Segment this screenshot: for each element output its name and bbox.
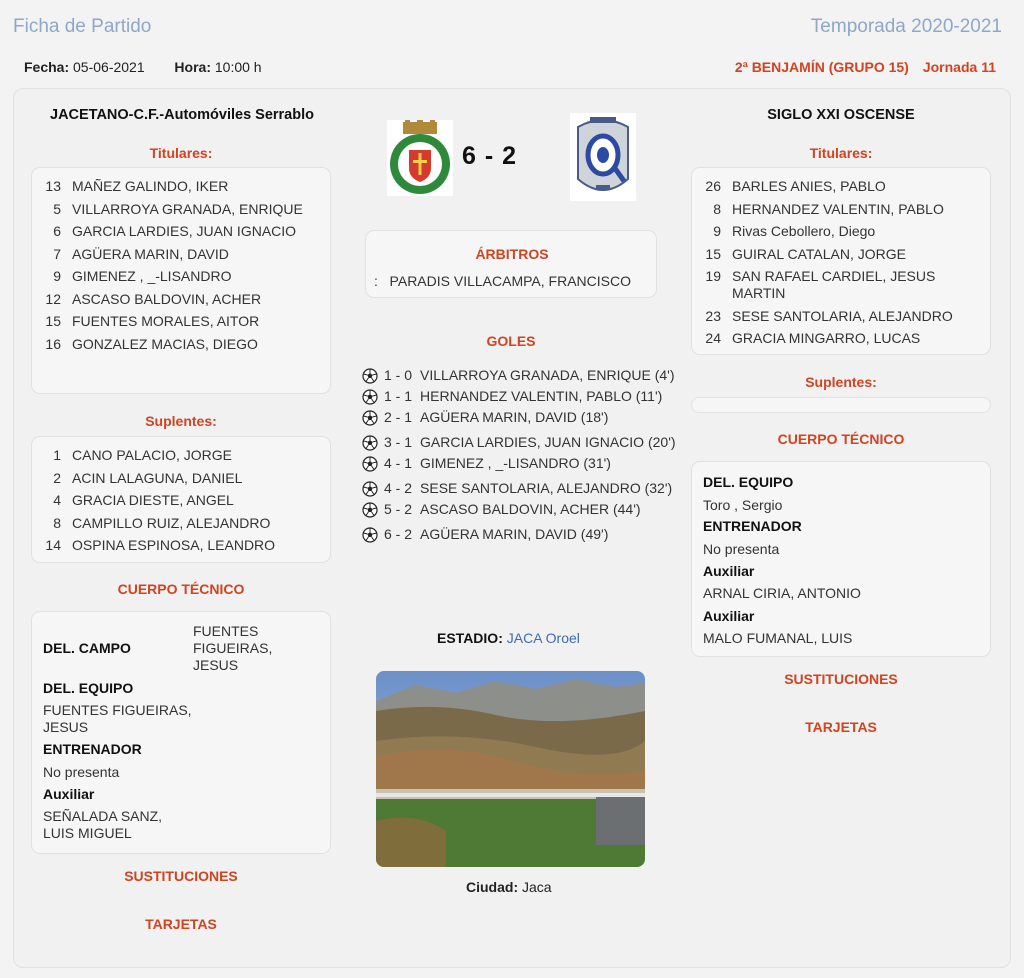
soccer-ball-icon	[362, 388, 384, 409]
home-team-crest	[387, 120, 453, 196]
player-number: 9	[53, 268, 61, 284]
del-campo-label: DEL. CAMPO	[43, 640, 131, 656]
goal-text	[384, 367, 680, 388]
player-number: 6	[53, 223, 61, 239]
goal-scorer: SESE SANTOLARIA, ALEJANDRO (32')	[420, 480, 673, 496]
goal-row	[362, 388, 680, 409]
player-row	[32, 291, 322, 308]
soccer-ball-icon	[362, 455, 384, 476]
player-name: OSPINA ESPINOSA, LEANDRO	[72, 537, 276, 553]
player-number: 8	[713, 200, 721, 217]
player-number: 2	[53, 469, 61, 486]
away-entrenador-value: No presenta	[703, 541, 780, 557]
player-number: 15	[45, 313, 61, 329]
away-titulares-list	[692, 178, 982, 353]
away-suplentes-heading: Suplentes:	[805, 374, 877, 390]
goal-text	[384, 501, 680, 522]
player-name: MAÑEZ GALINDO, IKER	[72, 178, 229, 194]
home-auxiliar-value: SEÑALADA SANZ, LUIS MIGUEL	[43, 808, 163, 841]
player-row	[32, 470, 322, 487]
player-number: 12	[45, 290, 61, 307]
competition-info	[735, 59, 996, 75]
player-name: Rivas Cebollero, Diego	[732, 223, 876, 239]
player-row	[692, 330, 982, 347]
player-number: 24	[705, 330, 721, 346]
soccer-ball-icon	[362, 480, 384, 501]
goal-row	[362, 367, 680, 388]
home-entrenador-value: No presenta	[43, 764, 120, 780]
goles-heading: GOLES	[486, 333, 536, 349]
season-label: Temporada 2020-2021	[810, 16, 1002, 37]
away-titulares-box	[691, 167, 991, 355]
player-name: SESE SANTOLARIA, ALEJANDRO	[732, 307, 953, 324]
home-staff-box	[31, 611, 331, 854]
match-date: 05-06-2021	[73, 59, 145, 75]
player-row	[32, 246, 322, 263]
page-title: Ficha de Partido	[13, 16, 152, 37]
goal-scorer: AGÜERA MARIN, DAVID (18')	[420, 409, 609, 425]
goal-text	[384, 434, 680, 455]
player-name: CANO PALACIO, JORGE	[72, 447, 232, 463]
player-name: ACIN LALAGUNA, DANIEL	[72, 469, 243, 486]
goal-text	[384, 388, 680, 409]
player-name: GUIRAL CATALAN, JORGE	[732, 245, 906, 262]
player-number: 4	[53, 492, 61, 508]
soccer-ball-icon	[362, 501, 384, 522]
home-team-name: JACETANO-C.F.-Automóviles Serrablo	[50, 107, 314, 123]
player-row	[32, 336, 322, 353]
round-label: Jornada 11	[922, 59, 996, 75]
goal-row	[362, 409, 680, 430]
player-row	[692, 246, 982, 263]
home-del-equipo-value: FUENTES FIGUEIRAS, JESUS	[43, 702, 192, 735]
player-row	[692, 223, 982, 240]
player-number: 7	[53, 245, 61, 262]
player-row	[692, 201, 982, 218]
home-cuerpo-heading: CUERPO TÉCNICO	[117, 581, 245, 597]
home-tarjetas-heading: TARJETAS	[145, 916, 217, 932]
referee-name: : PARADIS VILLACAMPA, FRANCISCO	[374, 273, 631, 289]
player-row	[32, 447, 322, 464]
away-staff-box	[691, 461, 991, 657]
goal-scorer: AGÜERA MARIN, DAVID (49')	[420, 526, 609, 542]
referees-box	[365, 230, 657, 298]
player-row	[32, 537, 322, 554]
away-tarjetas-heading: TARJETAS	[805, 719, 877, 735]
goal-text	[384, 480, 680, 501]
away-team-crest	[570, 113, 636, 201]
goal-score: 4 - 2	[384, 480, 413, 496]
match-meta	[24, 59, 262, 75]
goal-row	[362, 480, 680, 501]
time-label: Hora:	[174, 59, 211, 75]
home-titulares-box	[31, 167, 331, 394]
away-team-name: SIGLO XXI OSCENSE	[767, 107, 915, 123]
city-label: Ciudad:	[466, 879, 519, 895]
player-name: GIMENEZ , _-LISANDRO	[72, 268, 232, 284]
goal-scorer: GARCIA LARDIES, JUAN IGNACIO (20')	[420, 434, 676, 450]
player-row	[32, 313, 322, 330]
away-auxiliar2-label: Auxiliar	[703, 608, 755, 624]
home-sustituciones-heading: SUSTITUCIONES	[124, 868, 238, 884]
away-cuerpo-heading: CUERPO TÉCNICO	[777, 431, 905, 447]
home-suplentes-list	[32, 447, 322, 560]
goal-score: 5 - 2	[384, 501, 413, 517]
player-name: GRACIA MINGARRO, LUCAS	[732, 330, 921, 346]
away-del-equipo-value: Toro , Sergio	[703, 497, 783, 513]
player-name: GARCIA LARDIES, JUAN IGNACIO	[72, 223, 297, 239]
goal-score: 3 - 1	[384, 434, 413, 450]
goal-score: 1 - 0	[384, 367, 413, 383]
soccer-ball-icon	[362, 526, 384, 547]
player-row	[32, 492, 322, 509]
player-number: 8	[53, 514, 61, 531]
away-del-equipo-label: DEL. EQUIPO	[703, 474, 794, 490]
player-row	[32, 268, 322, 285]
home-suplentes-heading: Suplentes:	[145, 413, 217, 429]
soccer-ball-icon	[362, 409, 384, 430]
goal-score: 6 - 2	[384, 526, 413, 542]
player-number: 16	[45, 335, 61, 352]
player-row	[32, 515, 322, 532]
goal-row	[362, 526, 680, 547]
city-info	[466, 879, 552, 895]
goal-scorer: HERNANDEZ VALENTIN, PABLO (11')	[420, 388, 663, 404]
player-name: VILLARROYA GRANADA, ENRIQUE	[72, 200, 303, 217]
soccer-ball-icon	[362, 367, 384, 388]
goal-score: 1 - 1	[384, 388, 413, 404]
home-auxiliar-label: Auxiliar	[43, 786, 95, 802]
stadium-link[interactable]: JACA Oroel	[506, 630, 580, 646]
home-crest-icon	[387, 120, 453, 196]
match-time: 10:00 h	[214, 59, 262, 75]
goal-row	[362, 455, 680, 476]
player-name: BARLES ANIES, PABLO	[732, 178, 886, 194]
player-row	[32, 201, 322, 218]
away-auxiliar1-value: ARNAL CIRIA, ANTONIO	[703, 585, 861, 601]
match-score: 6 - 2	[462, 142, 518, 170]
goal-scorer: GIMENEZ , _-LISANDRO (31')	[420, 455, 611, 471]
player-name: SAN RAFAEL CARDIEL, JESUS MARTIN	[732, 268, 936, 301]
player-name: HERNANDEZ VALENTIN, PABLO	[732, 200, 944, 217]
player-row	[692, 308, 982, 325]
player-name: CAMPILLO RUIZ, ALEJANDRO	[72, 514, 271, 531]
player-row	[692, 178, 982, 195]
away-suplentes-box	[691, 397, 991, 413]
home-del-equipo-label: DEL. EQUIPO	[43, 680, 134, 696]
player-name: GRACIA DIESTE, ANGEL	[72, 492, 234, 508]
goal-text	[384, 409, 680, 430]
player-number: 19	[705, 268, 721, 284]
home-suplentes-box	[31, 436, 331, 563]
player-number: 14	[45, 537, 61, 553]
player-number: 13	[45, 178, 61, 194]
date-label: Fecha:	[24, 59, 70, 75]
del-campo-value: FUENTES FIGUEIRAS, JESUS	[193, 623, 273, 673]
home-entrenador-label: ENTRENADOR	[43, 741, 142, 757]
goal-scorer: ASCASO BALDOVIN, ACHER (44')	[420, 501, 641, 517]
player-row	[692, 268, 982, 302]
player-row	[32, 178, 322, 195]
away-titulares-heading: Titulares:	[809, 145, 873, 161]
player-number: 1	[53, 447, 61, 463]
competition-name: 2ª BENJAMÍN (GRUPO 15)	[734, 59, 909, 75]
player-number: 9	[713, 223, 721, 239]
goal-row	[362, 434, 680, 455]
home-titulares-list	[32, 178, 322, 358]
player-name: AGÜERA MARIN, DAVID	[72, 245, 229, 262]
away-auxiliar2-value: MALO FUMANAL, LUIS	[703, 630, 853, 646]
player-number: 23	[705, 307, 721, 324]
goals-list	[362, 367, 680, 551]
stadium-label: ESTADIO:	[437, 630, 503, 646]
player-number: 5	[53, 200, 61, 217]
goal-scorer: VILLARROYA GRANADA, ENRIQUE (4')	[420, 367, 675, 383]
goal-text	[384, 526, 680, 547]
stadium-info	[437, 630, 580, 646]
player-number: 26	[705, 178, 721, 194]
city-value: Jaca	[522, 879, 552, 895]
stadium-photo	[376, 671, 645, 867]
goal-row	[362, 501, 680, 522]
goal-score: 2 - 1	[384, 409, 413, 425]
arbitros-heading: ÁRBITROS	[475, 246, 549, 262]
stadium-photo-image	[376, 671, 645, 867]
goal-score: 4 - 1	[384, 455, 413, 471]
away-entrenador-label: ENTRENADOR	[703, 518, 802, 534]
away-crest-icon	[570, 113, 636, 201]
player-number: 15	[705, 245, 721, 262]
player-name: FUENTES MORALES, AITOR	[72, 313, 260, 329]
away-auxiliar1-label: Auxiliar	[703, 563, 755, 579]
player-name: ASCASO BALDOVIN, ACHER	[72, 290, 262, 307]
soccer-ball-icon	[362, 434, 384, 455]
player-row	[32, 223, 322, 240]
goal-text	[384, 455, 680, 476]
away-sustituciones-heading: SUSTITUCIONES	[784, 671, 898, 687]
player-name: GONZALEZ MACIAS, DIEGO	[72, 335, 258, 352]
home-titulares-heading: Titulares:	[149, 145, 213, 161]
